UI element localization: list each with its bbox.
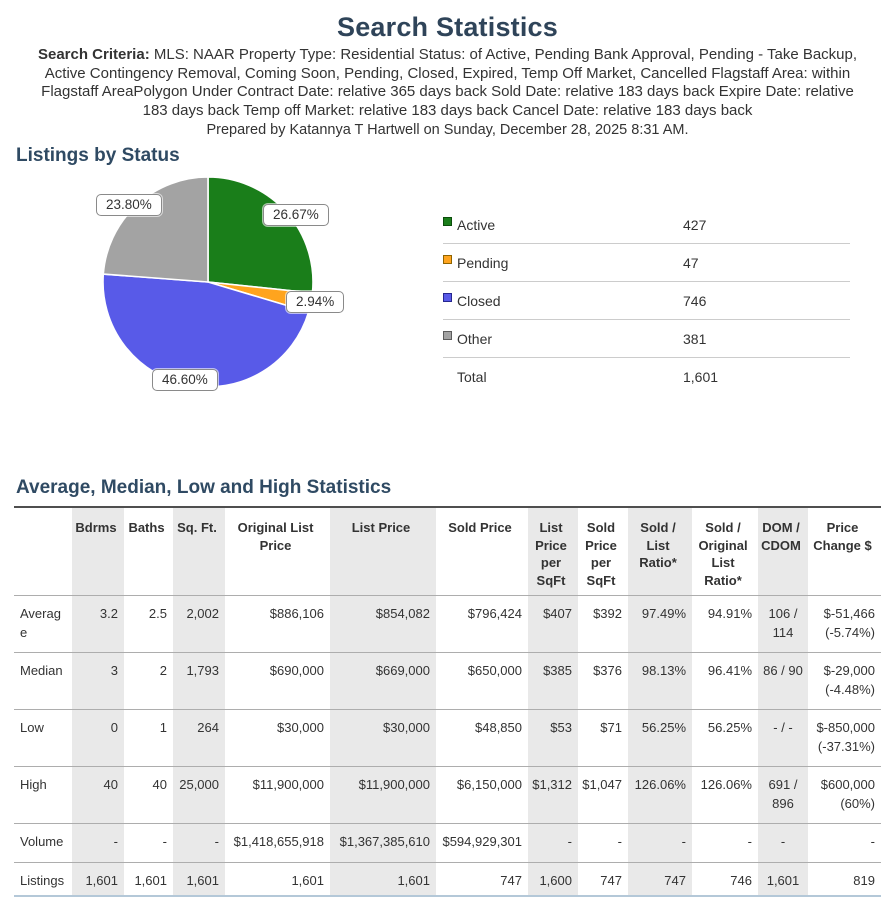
legend-row-closed xyxy=(443,282,850,320)
stats-cell: $600,000 (60%) xyxy=(820,776,875,811)
stats-cell: $376 xyxy=(593,662,622,678)
legend-key xyxy=(443,255,683,271)
stats-cell: 40 xyxy=(72,766,124,823)
stats-cell: 126.06% xyxy=(700,776,752,792)
stats-cell: $48,850 xyxy=(475,719,522,735)
legend-row-active xyxy=(443,206,850,244)
stats-cell: $650,000 xyxy=(467,662,522,678)
stats-table-body xyxy=(14,595,881,896)
stats-table xyxy=(14,506,881,897)
stats-row-high xyxy=(14,766,881,823)
stats-cell: 97.49% xyxy=(628,595,692,652)
stats-cell: $71 xyxy=(600,719,622,735)
stats-cell: 1,600 xyxy=(528,862,578,896)
stats-row-listings xyxy=(14,862,881,896)
stats-cell: $11,900,000 xyxy=(252,776,324,792)
stats-cell: - xyxy=(870,833,875,849)
stats-row-average xyxy=(14,595,881,652)
stats-col-header: List Price per SqFt xyxy=(528,507,578,595)
stats-cell: 1,601 xyxy=(758,862,808,896)
stats-row-label: Median xyxy=(20,662,63,678)
stats-col-header: Sold Price per SqFt xyxy=(585,520,617,589)
stats-cell: $1,418,655,918 xyxy=(233,833,324,849)
stats-cell: 819 xyxy=(853,872,875,888)
stats-cell: 746 xyxy=(730,872,752,888)
stats-row-label: Average xyxy=(20,605,61,640)
stats-row-volume xyxy=(14,823,881,862)
stats-cell: 40 xyxy=(152,776,167,792)
stats-header-row xyxy=(14,507,881,595)
legend-row-other xyxy=(443,320,850,358)
stats-cell: $669,000 xyxy=(330,652,436,709)
stats-cell: $407 xyxy=(528,595,578,652)
stats-cell: - xyxy=(162,833,167,849)
stats-cell: $886,106 xyxy=(269,605,324,621)
stats-cell: 691 / 896 xyxy=(758,766,808,823)
stats-cell: $30,000 xyxy=(330,709,436,766)
stats-cell: 747 xyxy=(600,872,622,888)
search-criteria xyxy=(32,46,864,120)
stats-col-header: DOM / CDOM xyxy=(758,507,808,595)
stats-cell: 264 xyxy=(173,709,225,766)
stats-cell: $6,150,000 xyxy=(456,776,522,792)
legend-row-pending xyxy=(443,244,850,282)
stats-cell: 2,002 xyxy=(173,595,225,652)
stats-cell: $-29,000 (-4.48%) xyxy=(823,662,875,697)
search-criteria-text: MLS: NAAR Property Type: Residential Status: of Active, Pending Bank Approval, Pending - Take Backup, Active Contingency Removal, Coming Soon, Pending, Closed, Expired, Temp Off Market, Cancelled Flagstaff Area: within Flagstaff AreaPolygon Under Contract Date: relative 365 days back Sold Date: relative 183 days back Expire Date: relative 183 days back Temp off Market: relative 183 days back Cancel Date: relative 183 days back xyxy=(41,46,858,119)
legend-count: 1,601 xyxy=(683,369,719,386)
status-legend xyxy=(443,206,850,396)
stats-cell: $690,000 xyxy=(269,662,324,678)
search-criteria-label: Search Criteria: xyxy=(37,46,150,63)
stats-cell: - xyxy=(528,823,578,862)
stats-cell: 1 xyxy=(159,719,167,735)
stats-cell: $594,929,301 xyxy=(442,833,522,849)
stats-cell: 86 / 90 xyxy=(758,652,808,709)
page-title: Search Statistics xyxy=(336,12,558,42)
stats-cell: $53 xyxy=(528,709,578,766)
stats-col-header: Sold / List Ratio* xyxy=(628,507,692,595)
stats-table-title: Average, Median, Low and High Statistics xyxy=(16,477,392,499)
closed-color-swatch-icon xyxy=(443,293,452,302)
stats-cell: $-850,000 (-37.31%) xyxy=(816,719,875,754)
active-color-swatch-icon xyxy=(443,217,452,226)
legend-label: Other xyxy=(457,330,493,347)
legend-key xyxy=(443,217,683,233)
legend-key xyxy=(443,369,683,385)
legend-count: 381 xyxy=(683,330,707,347)
legend-count: 47 xyxy=(683,254,699,271)
stats-col-header: Sold Price xyxy=(448,520,512,536)
stats-cell: 56.25% xyxy=(707,719,752,735)
stats-corner-cell xyxy=(14,507,72,595)
stats-col-header: Baths xyxy=(128,520,165,536)
stats-col-header: Bdrms xyxy=(72,507,124,595)
stats-row-label: Listings xyxy=(20,872,65,888)
stats-cell: 0 xyxy=(72,709,124,766)
stats-cell: - xyxy=(758,823,808,862)
legend-label: Total xyxy=(457,369,487,386)
legend-count: 746 xyxy=(683,292,707,309)
legend-label: Active xyxy=(457,216,496,233)
legend-count: 427 xyxy=(683,216,707,233)
stats-cell: - xyxy=(72,823,124,862)
stats-cell: 2.5 xyxy=(148,605,167,621)
stats-row-low xyxy=(14,709,881,766)
stats-cell: $385 xyxy=(528,652,578,709)
stats-cell: 94.91% xyxy=(707,605,752,621)
legend-label: Closed xyxy=(457,292,501,309)
stats-cell: - xyxy=(617,833,622,849)
stats-cell: 3.2 xyxy=(72,595,124,652)
pie-label-closed: 46.60% xyxy=(152,369,218,391)
other-color-swatch-icon xyxy=(443,331,452,340)
stats-cell: 1,601 xyxy=(173,862,225,896)
stats-cell: 1,793 xyxy=(173,652,225,709)
stats-cell: 96.41% xyxy=(707,662,752,678)
stats-cell: $-51,466 (-5.74%) xyxy=(823,605,875,640)
stats-cell: - / - xyxy=(758,709,808,766)
chart-title: Listings by Status xyxy=(16,145,180,167)
stats-cell: 1,601 xyxy=(291,872,324,888)
stats-cell: 56.25% xyxy=(628,709,692,766)
stats-cell: 3 xyxy=(72,652,124,709)
stats-cell: 1,601 xyxy=(134,872,167,888)
stats-cell: $796,424 xyxy=(467,605,522,621)
stats-cell: 1,601 xyxy=(330,862,436,896)
stats-cell: 106 / 114 xyxy=(758,595,808,652)
stats-cell: 2 xyxy=(159,662,167,678)
pie-label-active: 26.67% xyxy=(263,204,329,226)
legend-row-total xyxy=(443,358,850,396)
stats-cell: - xyxy=(628,823,692,862)
pending-color-swatch-icon xyxy=(443,255,452,264)
stats-col-header: Original List Price xyxy=(237,520,314,553)
stats-cell: $854,082 xyxy=(330,595,436,652)
stats-cell: $1,312 xyxy=(528,766,578,823)
stats-col-header: Sq. Ft. xyxy=(173,507,225,595)
stats-cell: $30,000 xyxy=(277,719,324,735)
stats-row-median xyxy=(14,652,881,709)
stats-cell: $1,047 xyxy=(582,776,622,792)
stats-cell: - xyxy=(747,833,752,849)
stats-row-label: Low xyxy=(20,719,44,735)
listings-by-status-chart xyxy=(0,171,895,423)
stats-cell: $11,900,000 xyxy=(330,766,436,823)
stats-col-header: Sold / Original List Ratio* xyxy=(698,520,748,589)
stats-cell: 747 xyxy=(628,862,692,896)
prepared-by-line: Prepared by Katannya T Hartwell on Sunday, December 28, 2025 8:31 AM. xyxy=(206,122,689,139)
stats-cell: - xyxy=(173,823,225,862)
pie-slice-active xyxy=(208,177,313,293)
stats-row-label: High xyxy=(20,776,47,792)
stats-cell: 747 xyxy=(500,872,522,888)
pie-slice-other xyxy=(103,177,208,282)
stats-cell: 98.13% xyxy=(628,652,692,709)
stats-col-header: Price Change $ xyxy=(813,520,872,553)
legend-label: Pending xyxy=(457,254,509,271)
stats-cell: 25,000 xyxy=(173,766,225,823)
stats-col-header: List Price xyxy=(330,507,436,595)
pie-label-other: 23.80% xyxy=(96,194,162,216)
legend-key xyxy=(443,293,683,309)
stats-cell: $1,367,385,610 xyxy=(330,823,436,862)
stats-cell: 1,601 xyxy=(72,862,124,896)
stats-row-label: Volume xyxy=(20,833,64,849)
legend-key xyxy=(443,331,683,347)
status-pie-chart xyxy=(0,171,440,423)
stats-cell: $392 xyxy=(593,605,622,621)
stats-cell: 126.06% xyxy=(628,766,692,823)
pie-label-pending: 2.94% xyxy=(286,291,344,313)
